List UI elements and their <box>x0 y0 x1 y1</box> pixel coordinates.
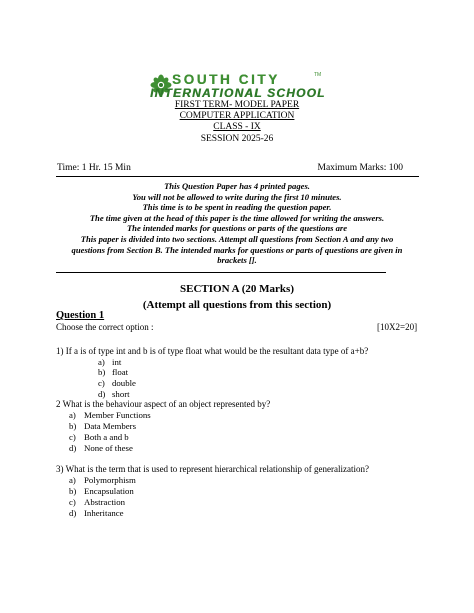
option-text: Data Members <box>84 421 137 431</box>
sub-question-text: 3) What is the term that is used to represent hierarchical relationship of generalization? <box>56 464 369 474</box>
option-item <box>69 421 137 432</box>
option-label: d) <box>69 443 77 453</box>
option-text: short <box>112 389 130 399</box>
sub-question-text: 1) If a is of type int and b is of type float what would be the resultant data type of a+b? <box>56 346 369 356</box>
option-label: d) <box>98 389 106 399</box>
header-divider <box>56 176 419 177</box>
option-text: double <box>112 378 136 388</box>
instruction-line: This Question Paper has 4 printed pages. <box>164 181 310 191</box>
option-label: c) <box>69 432 76 442</box>
instruction-line: This paper is divided into two sections. Attempt all questions from Section A and any two <box>80 233 394 244</box>
option-item <box>98 378 136 389</box>
instruction-line: You will not be allowed to write during the first 10 minutes. <box>132 191 342 202</box>
instructions <box>40 181 434 266</box>
option-label: a) <box>98 357 105 367</box>
section-subtitle: (Attempt all questions from this section) <box>142 299 332 311</box>
question-marks: [10X2=20] <box>377 322 418 332</box>
logo-name-top: SOUTH CITY <box>172 72 280 87</box>
school-logo <box>150 73 330 103</box>
option-item <box>69 410 151 421</box>
instruction-line: The time given at the head of this paper is the time allowed for writing the answers. <box>89 212 385 223</box>
option-label: a) <box>69 410 76 420</box>
option-label: a) <box>69 475 76 485</box>
option-text: Inheritance <box>84 508 124 518</box>
option-text: Member Functions <box>84 410 151 420</box>
option-item <box>69 497 126 508</box>
question-prompt: Choose the correct option : <box>56 322 154 332</box>
option-text: Abstraction <box>84 497 126 507</box>
option-text: float <box>112 367 129 377</box>
option-item <box>69 475 136 486</box>
subject-title: COMPUTER APPLICATION <box>179 111 295 121</box>
sub-question-text: 2 What is the behaviour aspect of an object represented by? <box>56 399 271 409</box>
instruction-line: This time is to be spent in reading the question paper. <box>142 202 332 213</box>
option-item <box>98 367 129 378</box>
class-title: CLASS - IX <box>213 122 261 132</box>
option-text: Encapsulation <box>84 486 134 496</box>
option-label: b) <box>69 421 77 431</box>
maximum-marks: Maximum Marks: 100 <box>317 163 403 173</box>
question-heading: Question 1 <box>56 310 105 321</box>
instruction-line: The intended marks for questions or parts of the questions are <box>126 223 348 234</box>
option-text: int <box>112 357 122 367</box>
time-allowed: Time: 1 Hr. 15 Min <box>57 163 131 173</box>
option-item <box>69 432 129 443</box>
option-text: None of these <box>84 443 133 453</box>
option-text: Polymorphism <box>84 475 136 485</box>
exam-title: FIRST TERM- MODEL PAPER <box>174 100 300 110</box>
section-title: SECTION A (20 Marks) <box>180 283 294 295</box>
option-label: c) <box>98 378 105 388</box>
option-label: c) <box>69 497 76 507</box>
logo-trademark: TM <box>314 72 322 78</box>
instructions-divider <box>56 272 386 273</box>
option-item <box>69 443 133 454</box>
option-item <box>69 508 124 519</box>
instruction-line: brackets []. <box>217 255 257 266</box>
session-title: SESSION 2025-26 <box>200 134 274 144</box>
option-label: b) <box>69 486 77 496</box>
option-label: b) <box>98 367 106 377</box>
instruction-line: questions from Section B. The intended marks for questions or parts of questions are given in <box>71 244 403 255</box>
option-text: Both a and b <box>84 432 129 442</box>
logo-name-bottom: INTERNATIONAL SCHOOL <box>150 86 326 100</box>
option-item <box>69 486 134 497</box>
option-label: d) <box>69 508 77 518</box>
